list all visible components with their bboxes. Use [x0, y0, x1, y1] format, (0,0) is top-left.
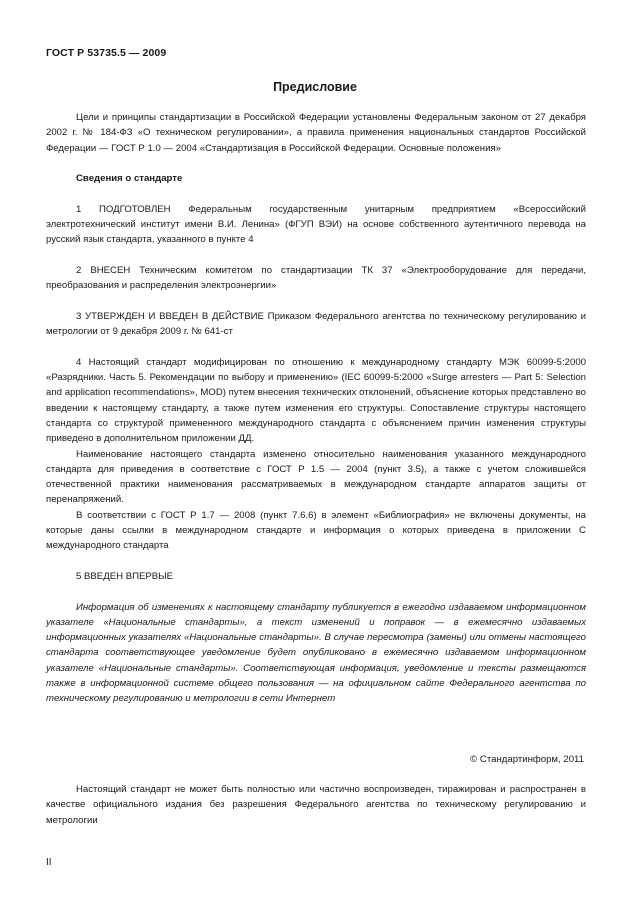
- item-5-paragraph: 5 ВВЕДЕН ВПЕРВЫЕ: [76, 570, 174, 582]
- item-3-paragraph: 3 УТВЕРЖДЕН И ВВЕДЕН В ДЕЙСТВИЕ Приказом Федерального агентства по техническому регулированию и метрологии от 9 декабря 2009 г. № 641-ст: [46, 310, 586, 338]
- page-number: II: [46, 857, 52, 868]
- reproduction-notice: [46, 782, 586, 828]
- item-2-paragraph: 2 ВНЕСЕН Техническим комитетом по стандартизации ТК 37 «Электрооборудование для передачи, преобразования и распределения электроэнергии»: [46, 264, 586, 292]
- item-4-title-note: Наименование настоящего стандарта изменено относительно наименования указанного международного стандарта для приведения в соответствие с ГОСТ Р 1.5 — 2004 (пункт 3.5), а также с учетом сложившейся отечественной практики наименования рассматриваемых в международном стандарте аппаратов защиты от перенапряжений.: [46, 448, 586, 506]
- copyright-notice: © Стандартинформ, 2011: [470, 754, 584, 765]
- document-id-header: ГОСТ Р 53735.5 — 2009: [46, 47, 167, 59]
- foreword-body: [46, 110, 586, 707]
- changes-notice: Информация об изменениях к настоящему стандарту публикуется в ежегодно издаваемом информационном указателе «Национальные стандарты», а текст изменений и поправок — в ежемесячно издаваемых информационных указателях «Национальные стандарты». В случае пересмотра (замены) или отмены настоящего стандарта соответствующее уведомление будет опубликовано в ежемесячно издаваемом информационном указателе «Национальные стандарты». Соответствующая информация, уведомление и тексты размещаются также в информационной системе общего пользования — на официальном сайте Федерального агентства по техническому регулированию и метрологии в сети Интернет: [46, 601, 586, 705]
- item-1-paragraph: 1 ПОДГОТОВЛЕН Федеральным государственным унитарным предприятием «Всероссийский электротехнический институт имени В.И. Ленина» (ФГУП ВЭИ) на основе собственного аутентичного перевода на русский язык стандарта, указанного в пункте 4: [46, 203, 586, 246]
- intro-paragraph: Цели и принципы стандартизации в Российской Федерации установлены Федеральным законом от 27 декабря 2002 г. № 184-ФЗ «О техническом регулировании», а правила применения национальных стандартов Российской Федерации — ГОСТ Р 1.0 — 2004 «Стандартизация в Российской Федерации. Основные положения»: [46, 112, 586, 154]
- item-4-bibliography-note: В соответствии с ГОСТ Р 1.7 — 2008 (пункт 7.6.6) в элемент «Библиография» не включены документы, на которые даны ссылки в международном стандарте и информация о которых приведена в приложении С международного стандарта: [46, 509, 586, 552]
- section-heading: Сведения о стандарте: [76, 173, 183, 185]
- reproduction-text: Настоящий стандарт не может быть полностью или частично воспроизведен, тиражирован и распространен в качестве официального издания без разрешения Федерального агентства по техническому регулированию и метрологии: [46, 784, 586, 826]
- page-title: Предисловие: [273, 80, 357, 94]
- item-4-paragraph: 4 Настоящий стандарт модифицирован по отношению к международному стандарту МЭК 60099-5:2000 «Разрядники. Часть 5. Рекомендации по выбору и применению» (IEC 60099-5:2000 «Surge arresters — Part 5: Selection and application recommendations», MOD) путем внесения технических отклонений, объяснение которых представлено во введении к настоящему стандарту, а также путем изменения его структуры. Сопоставление структуры настоящего стандарта со структурой примененного международного стандарта с объяснением причин изменения структуры приведено в дополнительном приложении ДД.: [46, 356, 586, 445]
